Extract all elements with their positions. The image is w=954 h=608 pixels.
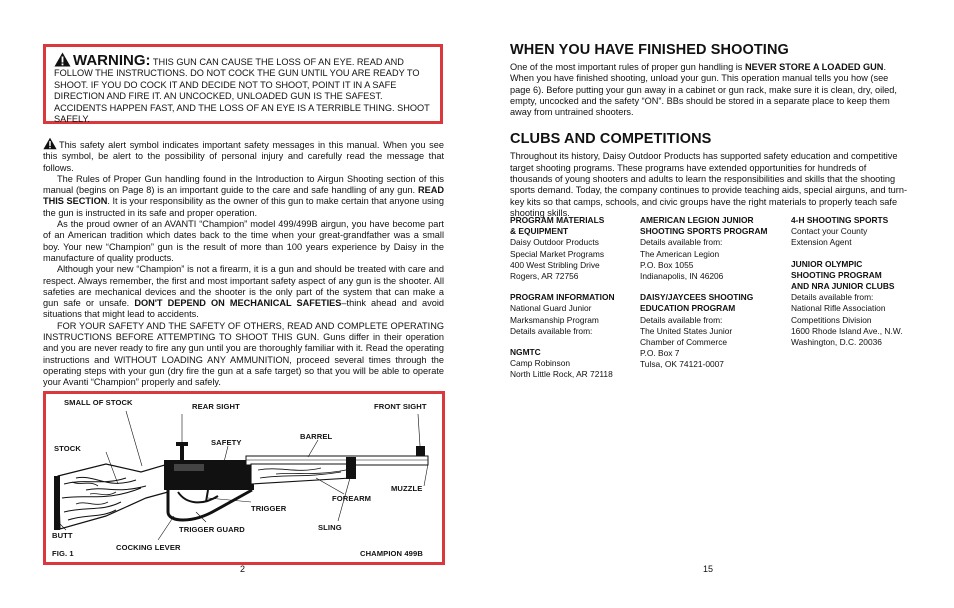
figure-number: FIG. 1 — [52, 549, 74, 558]
figure-box — [43, 391, 445, 565]
clubs-paragraph: Throughout its history, Daisy Outdoor Products has supported safety education and competitive target shooting programs. These programs have extended opportunities for hundreds of thousands of young shooters and adults to learn the responsibilities and skills that the shooting sports demand. Today, the company continues to provide teaching aids, special airguns, and turn-key kits so that camps, schools, and civic groups have the right materials to properly teach safe shooting skills. — [510, 151, 907, 218]
warning-body: THIS GUN CAN CAUSE THE LOSS OF AN EYE. READ AND FOLLOW THE INSTRUCTIONS. DO NOT COCK THE GUN UNTIL YOU ARE READY TO SHOOT. IF YOU DO COCK IT AND DECIDE NOT TO SHOOT, POINT IT IN A SAFE DIRECTION AND FIRE IT. AN UNCOCKED, UNLOADED GUN IS THE SAFEST. ACCIDENTS HAPPEN FAST, AND THE LOSS OF AN EYE IS A TERRIBLE THING. SHOOT SAFELY. — [54, 57, 430, 125]
label-butt: BUTT — [52, 531, 73, 540]
american-legion-address: Details available from: The American Legion P.O. Box 1055 Indianapolis, IN 46206 — [640, 237, 724, 282]
contacts-column-1 — [510, 215, 638, 381]
label-small-of-stock: SMALL OF STOCK — [64, 398, 133, 407]
owner-paragraph: As the proud owner of an AVANTI “Champion” model 499/499B airgun, you have become part of an American tradition which dates back to the time when your great-grandfather was a small boy. Your new “Champion” gun is the result of more than 100 years experience by Daisy in the manufacture of quality products. — [43, 219, 444, 263]
rules-paragraph: The Rules of Proper Gun handling found in the Introduction to Airgun Shooting section of this manual (begins on Page 8) is an important guide to the care and safe handling of any gun. READ THIS SECTION. It is your responsibility as the owner of this gun to make certain that anyone using the gun is instructed in its safe and proper operation. — [43, 173, 444, 218]
four-h-heading: 4-H SHOOTING SPORTS — [791, 215, 889, 225]
warning-triangle-icon — [54, 52, 71, 67]
label-front-sight: FRONT SIGHT — [374, 402, 427, 411]
program-materials-heading: PROGRAM MATERIALS & EQUIPMENT — [510, 215, 605, 237]
junior-olympic-heading: JUNIOR OLYMPIC SHOOTING PROGRAM AND NRA JUNIOR CLUBS — [791, 258, 895, 292]
firearm-paragraph: Although your new “Champion” is not a firearm, it is a gun and should be treated with care and respect. Always remember, the first and most important safety aspect of any gun is the shooter. All safeties are mechanical devices and the shooter is the only part of the system that can make a gun safe or unsafe. DON'T DEPEND ON MECHANICAL SAFETIES–think ahead and avoid situations that might lead to accidents. — [43, 264, 445, 320]
warning-title: WARNING: — [73, 52, 151, 69]
program-information-heading: PROGRAM INFORMATION — [510, 292, 615, 303]
instructions-paragraph: FOR YOUR SAFETY AND THE SAFETY OF OTHERS, READ AND COMPLETE OPERATING INSTRUCTIONS BEFORE ATTEMPTING TO SHOOT THIS GUN. Guns differ in their operation and you are never ready to fire any gun until you are thoroughly familiar with it. Read the operating instructions and WITHOUT LOADING ANY AMMUNITION, proceed several times through the operating steps with your gun (dry fire the gun at a safe target) so that you will be able to operate your Avanti “Champion” properly and safely. — [43, 320, 444, 388]
label-sling: SLING — [318, 523, 342, 532]
warning-box — [43, 44, 443, 124]
label-cocking-lever: COCKING LEVER — [116, 543, 181, 552]
label-forearm: FOREARM — [332, 494, 372, 503]
junior-olympic-address: Details available from: National Rifle Association Competitions Division 1600 Rhode Island Ave., N.W. Washington, D.C. 20036 — [791, 292, 903, 348]
label-muzzle: MUZZLE — [391, 484, 423, 493]
left-body-text — [43, 137, 444, 389]
daisy-jaycees-address: Details available from: The United States Junior Chamber of Commerce P.O. Box 7 Tulsa, OK 74121-0007 — [640, 314, 733, 370]
heading-clubs: CLUBS AND COMPETITIONS — [510, 131, 712, 148]
four-h-details: Contact your County Extension Agent — [791, 226, 868, 248]
contacts-column-3 — [791, 215, 921, 348]
ngmtc-address: Camp Robinson North Little Rock, AR 72118 — [510, 358, 613, 380]
ngmtc-heading: NGMTC — [510, 347, 541, 358]
warning-text — [54, 52, 432, 125]
page-number-right: 15 — [703, 564, 714, 574]
label-trigger-guard: TRIGGER GUARD — [179, 525, 245, 534]
label-stock: STOCK — [54, 444, 81, 453]
daisy-jaycees-heading: DAISY/JAYCEES SHOOTING EDUCATION PROGRAM — [640, 292, 754, 314]
finished-shooting-paragraph: One of the most important rules of proper gun handling is NEVER STORE A LOADED GUN. When you have finished shooting, unload your gun. This operation manual tells you how (see page 6). Before putting your gun away in a cabinet or gun rack, make sure it is clean, dry, oiled, empty, uncocked and the safety “ON”. BBs should be stored in a separate place to keep them away from untrained shooters. — [510, 62, 897, 118]
daisy-brand-mark: Daisy — [176, 490, 190, 496]
label-trigger: TRIGGER — [251, 504, 287, 513]
page-number-left: 2 — [240, 564, 246, 574]
safety-alert-icon — [43, 137, 57, 150]
heading-finished-shooting: WHEN YOU HAVE FINISHED SHOOTING — [510, 42, 789, 58]
program-information-details: National Guard Junior Marksmanship Program Details available from: — [510, 303, 599, 336]
program-materials-address: Daisy Outdoor Products Special Market Programs 400 West Stribling Drive Rogers, AR 72756 — [510, 237, 605, 282]
right-column — [510, 42, 911, 232]
contacts-column-2 — [640, 215, 788, 371]
figure-model: CHAMPION 499B — [360, 549, 423, 558]
label-rear-sight: REAR SIGHT — [192, 402, 240, 411]
label-barrel: BARREL — [300, 432, 333, 441]
rifle-illustration — [46, 394, 442, 562]
safety-alert-paragraph: This safety alert symbol indicates important safety messages in this manual. When you see this symbol, be alert to the possibility of personal injury and carefully read the message that follows. — [43, 137, 444, 174]
label-safety: SAFETY — [211, 438, 242, 447]
american-legion-heading: AMERICAN LEGION JUNIOR SHOOTING SPORTS PROGRAM — [640, 215, 768, 237]
